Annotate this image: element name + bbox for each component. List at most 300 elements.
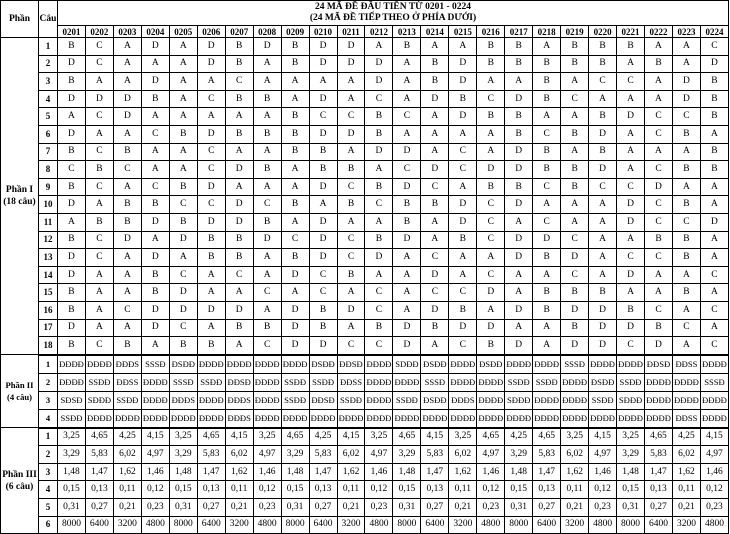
answer-cell: ĐĐĐĐ <box>393 373 421 391</box>
answer-cell: A <box>337 90 365 108</box>
answer-cell: D <box>449 73 477 91</box>
answer-cell: D <box>113 90 141 108</box>
answer-cell: C <box>85 55 113 73</box>
answer-cell: B <box>141 196 169 214</box>
answer-cell: D <box>393 178 421 196</box>
answer-cell: A <box>589 196 617 214</box>
answer-cell: C <box>113 301 141 319</box>
answer-cell: B <box>169 178 197 196</box>
answer-cell: ĐĐĐĐ <box>365 355 393 374</box>
answer-cell: A <box>672 337 700 355</box>
answer-cell: 3200 <box>225 516 253 534</box>
answer-cell: C <box>645 125 673 143</box>
answer-cell: D <box>449 213 477 231</box>
answer-cell: A <box>225 143 253 161</box>
answer-cell: 8000 <box>169 516 197 534</box>
answer-cell: 4800 <box>365 516 393 534</box>
answer-cell: C <box>253 284 281 302</box>
answer-cell: A <box>85 266 113 284</box>
answer-cell: 6400 <box>309 516 337 534</box>
answer-cell: A <box>645 90 673 108</box>
answer-cell: A <box>700 249 728 267</box>
answer-cell: 3,25 <box>253 428 281 446</box>
answer-cell: 3200 <box>561 516 589 534</box>
answer-cell: C <box>449 284 477 302</box>
question-number: 5 <box>39 108 58 126</box>
answer-cell: A <box>141 143 169 161</box>
header-row <box>1 1 729 26</box>
answer-cell: D <box>505 249 533 267</box>
answer-cell: D <box>449 196 477 214</box>
answer-cell: A <box>393 249 421 267</box>
answer-cell: 0,21 <box>672 499 700 517</box>
answer-cell: B <box>113 213 141 231</box>
answer-cell: C <box>449 161 477 179</box>
answer-cell: C <box>533 213 561 231</box>
exam-code-header: 0222 <box>645 26 673 38</box>
answer-cell: A <box>197 319 225 337</box>
answer-cell: 1,62 <box>113 463 141 481</box>
answer-cell: A <box>505 319 533 337</box>
answer-cell: C <box>337 231 365 249</box>
answer-cell: 4,15 <box>700 428 728 446</box>
answer-cell: D <box>337 55 365 73</box>
answer-cell: A <box>505 213 533 231</box>
answer-cell: B <box>281 55 309 73</box>
answer-cell: 3,29 <box>505 446 533 464</box>
answer-cell: B <box>589 38 617 56</box>
answer-cell: C <box>645 161 673 179</box>
answer-cell: B <box>197 337 225 355</box>
answer-cell: A <box>197 73 225 91</box>
answer-cell: SĐĐĐ <box>85 391 113 409</box>
answer-cell: B <box>700 143 728 161</box>
answer-cell: A <box>225 178 253 196</box>
answer-cell: ĐĐĐĐ <box>645 373 673 391</box>
answer-cell: C <box>645 213 673 231</box>
answer-cell: ĐĐĐĐ <box>253 391 281 409</box>
answer-cell: 6,02 <box>672 446 700 464</box>
answer-cell: C <box>617 249 645 267</box>
answer-cell: C <box>393 161 421 179</box>
answer-cell: A <box>113 73 141 91</box>
answer-cell: ĐĐĐĐ <box>169 409 197 428</box>
answer-cell: ĐĐĐĐ <box>533 355 561 374</box>
answer-cell: B <box>225 319 253 337</box>
answer-cell: ĐĐĐĐ <box>561 373 589 391</box>
answer-cell: C <box>141 125 169 143</box>
answer-cell: ĐĐĐĐ <box>449 409 477 428</box>
answer-cell: 0,23 <box>700 499 728 517</box>
answer-cell: B <box>533 249 561 267</box>
answer-cell: A <box>141 108 169 126</box>
answer-cell: SSĐĐ <box>533 373 561 391</box>
answer-cell: A <box>449 125 477 143</box>
answer-cell: B <box>645 55 673 73</box>
answer-cell: B <box>281 38 309 56</box>
answer-cell: ĐĐĐĐ <box>393 409 421 428</box>
answer-cell: 0,12 <box>141 481 169 499</box>
answer-cell: A <box>169 38 197 56</box>
answer-cell: 1,62 <box>225 463 253 481</box>
answer-cell: 1,48 <box>617 463 645 481</box>
answer-cell: ĐĐĐĐ <box>58 355 86 374</box>
answer-cell: D <box>58 55 86 73</box>
answer-cell: A <box>365 213 393 231</box>
question-number: 3 <box>39 391 58 409</box>
answer-cell: ĐĐĐĐ <box>477 409 505 428</box>
answer-cell: B <box>533 161 561 179</box>
answer-cell: A <box>337 143 365 161</box>
exam-code-header: 0203 <box>113 26 141 38</box>
answer-cell: B <box>700 161 728 179</box>
answer-cell: D <box>365 143 393 161</box>
question-number: 10 <box>39 196 58 214</box>
answer-cell: B <box>169 337 197 355</box>
answer-cell: SSĐĐ <box>309 373 337 391</box>
answer-cell: 3,29 <box>617 446 645 464</box>
answer-row <box>1 73 729 91</box>
answer-cell: D <box>141 38 169 56</box>
answer-cell: A <box>85 319 113 337</box>
answer-cell: A <box>113 284 141 302</box>
answer-cell: 4,97 <box>141 446 169 464</box>
answer-cell: B <box>113 337 141 355</box>
answer-cell: B <box>141 90 169 108</box>
answer-cell: B <box>477 108 505 126</box>
question-number: 1 <box>39 428 58 446</box>
answer-cell: A <box>113 178 141 196</box>
exam-code-header: 0209 <box>281 26 309 38</box>
answer-cell: A <box>449 178 477 196</box>
answer-cell: D <box>253 38 281 56</box>
exam-code-header: 0217 <box>505 26 533 38</box>
answer-cell: C <box>337 249 365 267</box>
answer-cell: B <box>477 337 505 355</box>
answer-cell: 0,15 <box>58 481 86 499</box>
answer-cell: 1,48 <box>169 463 197 481</box>
answer-cell: C <box>169 319 197 337</box>
answer-cell: A <box>337 319 365 337</box>
section-label <box>1 38 39 355</box>
answer-cell: 0,31 <box>169 499 197 517</box>
answer-cell: ĐSĐĐ <box>421 355 449 374</box>
answer-cell: 0,15 <box>393 481 421 499</box>
answer-cell: D <box>197 213 225 231</box>
answer-cell: 0,13 <box>533 481 561 499</box>
answer-cell: A <box>169 108 197 126</box>
answer-cell: 0,23 <box>365 499 393 517</box>
answer-cell: ĐĐSS <box>672 409 700 428</box>
answer-cell: D <box>309 337 337 355</box>
answer-cell: D <box>421 266 449 284</box>
answer-body <box>1 38 729 534</box>
answer-cell: A <box>589 213 617 231</box>
answer-cell: D <box>225 301 253 319</box>
answer-cell: ĐĐĐĐ <box>700 391 728 409</box>
answer-cell: SSSĐ <box>700 373 728 391</box>
answer-cell: C <box>169 196 197 214</box>
answer-cell: C <box>85 178 113 196</box>
answer-cell: 1,48 <box>505 463 533 481</box>
answer-cell: 4,65 <box>85 428 113 446</box>
answer-cell: 0,15 <box>169 481 197 499</box>
exam-code-header: 0208 <box>253 26 281 38</box>
answer-cell: SSĐĐ <box>589 391 617 409</box>
answer-cell: ĐĐĐĐ <box>617 409 645 428</box>
answer-cell: C <box>700 301 728 319</box>
answer-row <box>1 428 729 446</box>
answer-cell: 4800 <box>141 516 169 534</box>
answer-cell: 0,15 <box>505 481 533 499</box>
answer-cell: C <box>393 108 421 126</box>
answer-cell: 4,65 <box>197 428 225 446</box>
answer-cell: C <box>281 231 309 249</box>
answer-cell: D <box>337 301 365 319</box>
answer-cell: ĐĐSS <box>337 373 365 391</box>
answer-cell: 8000 <box>58 516 86 534</box>
answer-cell: B <box>533 90 561 108</box>
answer-cell: 4,97 <box>477 446 505 464</box>
answer-cell: B <box>672 231 700 249</box>
answer-cell: C <box>617 73 645 91</box>
answer-cell: 6,02 <box>561 446 589 464</box>
answer-cell: B <box>253 161 281 179</box>
answer-cell: SĐSĐ <box>58 391 86 409</box>
answer-cell: A <box>225 108 253 126</box>
answer-cell: B <box>337 266 365 284</box>
answer-cell: 0,11 <box>449 481 477 499</box>
answer-cell: A <box>169 73 197 91</box>
answer-row <box>1 409 729 428</box>
answer-cell: 1,46 <box>365 463 393 481</box>
answer-cell: D <box>113 231 141 249</box>
answer-cell: A <box>253 178 281 196</box>
answer-cell: 5,83 <box>197 446 225 464</box>
answer-cell: D <box>58 319 86 337</box>
answer-cell: A <box>169 55 197 73</box>
answer-cell: D <box>393 319 421 337</box>
answer-cell: A <box>672 266 700 284</box>
answer-cell: D <box>477 319 505 337</box>
answer-cell: 0,12 <box>365 481 393 499</box>
answer-cell: ĐĐĐĐ <box>281 409 309 428</box>
answer-cell: 0,13 <box>309 481 337 499</box>
answer-cell: ĐĐĐĐ <box>533 391 561 409</box>
answer-cell: D <box>589 161 617 179</box>
answer-cell: ĐĐĐS <box>225 391 253 409</box>
answer-cell: B <box>589 143 617 161</box>
exam-code-row <box>1 26 729 38</box>
answer-cell: B <box>477 178 505 196</box>
answer-cell: A <box>58 213 86 231</box>
answer-row <box>1 38 729 56</box>
answer-cell: A <box>617 90 645 108</box>
answer-cell: B <box>113 143 141 161</box>
answer-cell: 1,48 <box>393 463 421 481</box>
answer-cell: 4,97 <box>700 446 728 464</box>
answer-cell: B <box>421 196 449 214</box>
answer-cell: B <box>197 249 225 267</box>
answer-cell: D <box>421 301 449 319</box>
question-number: 8 <box>39 161 58 179</box>
answer-cell: B <box>169 213 197 231</box>
question-number: 4 <box>39 481 58 499</box>
question-number: 7 <box>39 143 58 161</box>
answer-cell: C <box>197 143 225 161</box>
answer-cell: C <box>617 337 645 355</box>
question-number: 2 <box>39 373 58 391</box>
question-number: 17 <box>39 319 58 337</box>
exam-code-header: 0210 <box>309 26 337 38</box>
answer-cell: 6400 <box>197 516 225 534</box>
answer-cell: A <box>337 284 365 302</box>
answer-cell: ĐĐĐĐ <box>113 409 141 428</box>
answer-cell: C <box>337 108 365 126</box>
answer-cell: C <box>365 196 393 214</box>
answer-cell: ĐĐĐĐ <box>225 355 253 374</box>
answer-cell: C <box>58 161 86 179</box>
answer-cell: 0,12 <box>253 481 281 499</box>
answer-cell: B <box>365 108 393 126</box>
answer-cell: B <box>365 178 393 196</box>
answer-cell: B <box>617 301 645 319</box>
answer-row <box>1 90 729 108</box>
answer-cell: C <box>85 38 113 56</box>
answer-cell: B <box>561 55 589 73</box>
answer-cell: B <box>58 231 86 249</box>
answer-cell: C <box>477 266 505 284</box>
answer-cell: SSĐĐ <box>281 373 309 391</box>
answer-cell: C <box>85 249 113 267</box>
answer-cell: SSSĐ <box>421 373 449 391</box>
answer-cell: ĐĐĐĐ <box>85 409 113 428</box>
answer-cell: A <box>645 38 673 56</box>
answer-row <box>1 373 729 391</box>
answer-cell: B <box>337 161 365 179</box>
answer-cell: C <box>421 249 449 267</box>
answer-cell: 3,25 <box>561 428 589 446</box>
answer-cell: B <box>225 249 253 267</box>
answer-row <box>1 161 729 179</box>
answer-cell: B <box>672 125 700 143</box>
answer-cell: D <box>645 178 673 196</box>
answer-cell: D <box>58 125 86 143</box>
answer-cell: D <box>309 125 337 143</box>
answer-cell: D <box>672 90 700 108</box>
answer-cell: D <box>309 55 337 73</box>
answer-cell: C <box>672 108 700 126</box>
answer-cell: C <box>700 266 728 284</box>
answer-cell: A <box>169 161 197 179</box>
answer-cell: B <box>281 108 309 126</box>
answer-cell: C <box>85 108 113 126</box>
answer-cell: ĐĐĐĐ <box>449 355 477 374</box>
answer-cell: 0,15 <box>281 481 309 499</box>
answer-row <box>1 196 729 214</box>
answer-cell: D <box>477 161 505 179</box>
answer-cell: B <box>589 284 617 302</box>
answer-row <box>1 284 729 302</box>
answer-cell: B <box>533 301 561 319</box>
answer-cell: SSĐĐ <box>393 391 421 409</box>
answer-cell: D <box>309 90 337 108</box>
answer-cell: D <box>505 143 533 161</box>
answer-cell: B <box>505 38 533 56</box>
answer-cell: ĐĐĐĐ <box>700 355 728 374</box>
answer-cell: 1,48 <box>281 463 309 481</box>
answer-cell: C <box>197 161 225 179</box>
answer-cell: ĐĐĐĐ <box>449 373 477 391</box>
answer-cell: 3200 <box>337 516 365 534</box>
answer-cell: A <box>700 284 728 302</box>
answer-cell: A <box>309 196 337 214</box>
title-line-2: (24 MÃ ĐỀ TIẾP THEO Ở PHÍA DƯỚI) <box>309 13 477 23</box>
answer-cell: 4,25 <box>309 428 337 446</box>
answer-cell: B <box>253 125 281 143</box>
answer-cell: A <box>617 55 645 73</box>
answer-cell: C <box>561 231 589 249</box>
answer-cell: 3,29 <box>393 446 421 464</box>
answer-cell: B <box>113 196 141 214</box>
answer-cell: ĐĐĐĐ <box>309 409 337 428</box>
answer-cell: 0,31 <box>58 499 86 517</box>
question-number: 3 <box>39 73 58 91</box>
answer-cell: C <box>197 196 225 214</box>
answer-cell: D <box>225 213 253 231</box>
answer-cell: 4,65 <box>645 428 673 446</box>
section-name: Phần II <box>5 380 34 391</box>
answer-cell: B <box>58 73 86 91</box>
answer-cell: D <box>58 249 86 267</box>
answer-cell: 0,23 <box>477 499 505 517</box>
answer-cell: C <box>589 73 617 91</box>
answer-cell: D <box>505 301 533 319</box>
answer-cell: 5,83 <box>645 446 673 464</box>
answer-cell: D <box>421 161 449 179</box>
answer-cell: B <box>561 284 589 302</box>
section-count: (18 câu) <box>3 197 36 208</box>
answer-cell: ĐĐĐĐ <box>561 391 589 409</box>
section-label <box>1 355 39 428</box>
answer-cell: B <box>141 284 169 302</box>
answer-cell: D <box>141 73 169 91</box>
answer-row <box>1 125 729 143</box>
question-number: 16 <box>39 301 58 319</box>
answer-cell: ĐĐĐĐ <box>645 391 673 409</box>
answer-cell: A <box>589 231 617 249</box>
answer-cell: ĐĐSĐ <box>645 355 673 374</box>
answer-cell: A <box>113 125 141 143</box>
answer-cell: D <box>365 73 393 91</box>
answer-cell: 1,46 <box>700 463 728 481</box>
answer-cell: D <box>225 196 253 214</box>
answer-cell: D <box>309 231 337 249</box>
answer-cell: B <box>449 231 477 249</box>
section-name: Phần I <box>5 185 34 196</box>
answer-cell: B <box>309 301 337 319</box>
answer-cell: 5,83 <box>309 446 337 464</box>
answer-cell: A <box>449 249 477 267</box>
answer-cell: 6400 <box>645 516 673 534</box>
answer-cell: SSSĐ <box>169 373 197 391</box>
answer-cell: A <box>309 73 337 91</box>
answer-cell: D <box>617 196 645 214</box>
answer-cell: 1,62 <box>561 463 589 481</box>
answer-row <box>1 55 729 73</box>
answer-cell: A <box>533 319 561 337</box>
answer-cell: B <box>281 125 309 143</box>
